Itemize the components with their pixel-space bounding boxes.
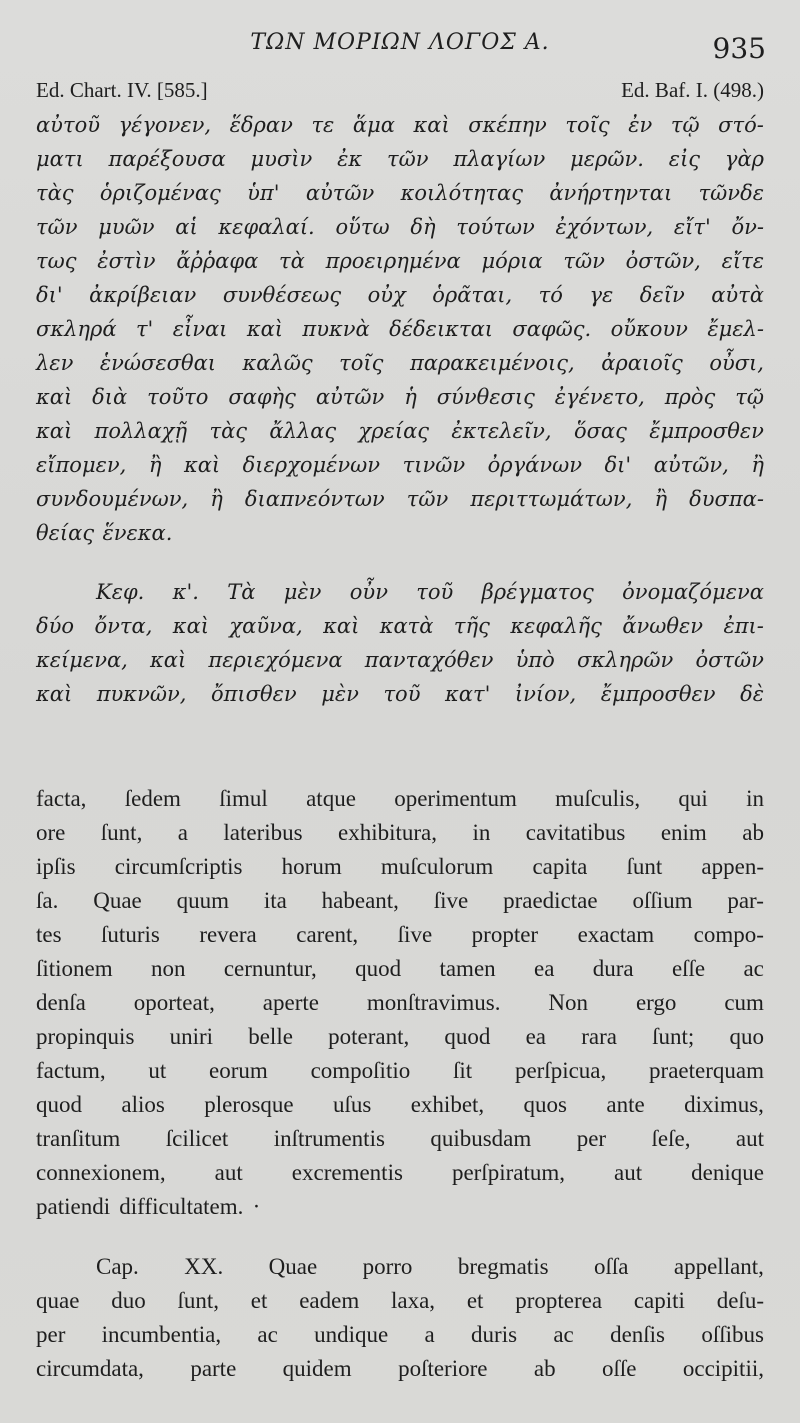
text-line: καὶ διὰ τοῦτο σαφὴς αὐτῶν ἡ σύνθεσις ἐγένετο, πρὸς τῷ [36,385,764,409]
text-line: αὐτοῦ γέγονεν, ἕδραν τε ἅμα καὶ σκέπην τοῖς ἐν τῷ στό- [36,113,764,137]
text-line: ματι παρέξουσα μυσὶν ἐκ τῶν πλαγίων μερῶν. εἰς γὰρ [36,147,764,171]
text-line: εἴπομεν, ἢ καὶ διερχομένων τινῶν ὀργάνων δι' αὐτῶν, ἢ [36,453,764,477]
text-line: Κεφ. κ'. Τὰ μὲν οὖν τοῦ βρέγματος ὀνομαζόμενα [96,580,764,604]
text-line: tranſitum ſcilicet inſtrumentis quibusdam per ſeſe, aut [36,1126,764,1151]
text-line: σκληρά τ' εἶναι καὶ πυκνὰ δέδεικται σαφῶς. οὔκουν ἔμελ- [36,317,764,341]
text-line: λεν ἑνώσεσθαι καλῶς τοῖς παρακειμένοις, ἀραιοῖς οὖσι, [36,351,764,375]
text-line: κείμενα, καὶ περιεχόμενα πανταχόθεν ὑπὸ σκληρῶν ὀστῶν [36,648,764,672]
text-line: denſa oporteat, aperte monſtravimus. Non ergo cum [36,990,764,1015]
text-line: factum, ut eorum compoſitio ſit perſpicua, praeterquam [36,1058,764,1083]
text-line: δύο ὄντα, καὶ χαῦνα, καὶ κατὰ τῆς κεφαλῆς ἄνωθεν ἐπι- [36,614,764,638]
edition-chartier: Ed. Chart. IV. [585.] [36,78,208,102]
greek-chapter-paragraph [36,575,764,711]
text-line: συνδουμένων, ἢ διαπνεόντων τῶν περιττωμάτων, ἢ δυσπα- [36,487,764,511]
latin-paragraph [36,782,764,1224]
text-line: ore ſunt, a lateribus exhibitura, in cavitatibus enim ab [36,820,764,845]
text-line: ſa. Quae quum ita habeant, ſive praedictae oſſium par- [36,888,764,913]
text-line: δι' ἀκρίβειαν συνθέσεως οὐχ ὁρᾶται, τό γε δεῖν αὐτὰ [36,283,764,307]
text-line: καὶ πυκνῶν, ὄπισθεν μὲν τοῦ κατ' ἰνίον, ἔμπροσθεν δὲ [36,682,764,706]
text-line: τως ἐστὶν ἄῤῥαφα τὰ προειρημένα μόρια τῶν ὀστῶν, εἴτε [36,249,764,273]
text-line: θείας ἕνεκα. [36,521,173,545]
text-line: καὶ πολλαχῇ τὰς ἄλλας χρείας ἐκτελεῖν, ὅσας ἔμπροσθεν [36,419,764,443]
page-number: 935 [712,32,766,65]
text-line: quae duo ſunt, et eadem laxa, et propterea capiti deſu- [36,1288,764,1313]
text-line: per incumbentia, ac undique a duris ac denſis oſſibus [36,1322,764,1347]
text-line: Cap. XX. Quae porro bregmatis oſſa appellant, [96,1254,764,1279]
text-line: propinquis uniri belle poterant, quod ea rara ſunt; quo [36,1024,764,1049]
text-line: tes ſuturis revera carent, ſive propter exactam compo- [36,922,764,947]
latin-chapter-paragraph [36,1250,764,1386]
text-line: facta, ſedem ſimul atque operimentum muſculis, qui in [36,786,764,811]
text-line: ſitionem non cernuntur, quod tamen ea dura eſſe ac [36,956,764,981]
text-line: patiendi difficultatem. · [36,1194,261,1219]
text-line: connexionem, aut excrementis perſpiratum, aut denique [36,1160,764,1185]
greek-paragraph [36,108,764,550]
running-title: ΤΩΝ ΜΟΡΙΩΝ ΛΟΓΟΣ Α. [250,30,550,55]
text-line: circumdata, parte quidem poſteriore ab oſſe occipitii, [36,1356,764,1381]
text-line: τὰς ὁριζομένας ὑπ' αὐτῶν κοιλότητας ἀνήρτηνται τῶνδε [36,181,764,205]
edition-basel: Ed. Baf. I. (498.) [621,78,764,102]
text-line: quod alios plerosque uſus exhibet, quos ante diximus, [36,1092,764,1117]
text-line: ipſis circumſcriptis horum muſculorum capita ſunt appen- [36,854,764,879]
text-line: τῶν μυῶν αἱ κεφαλαί. οὕτω δὴ τούτων ἐχόντων, εἴτ' ὄν- [36,215,764,239]
edition-line [36,78,764,103]
